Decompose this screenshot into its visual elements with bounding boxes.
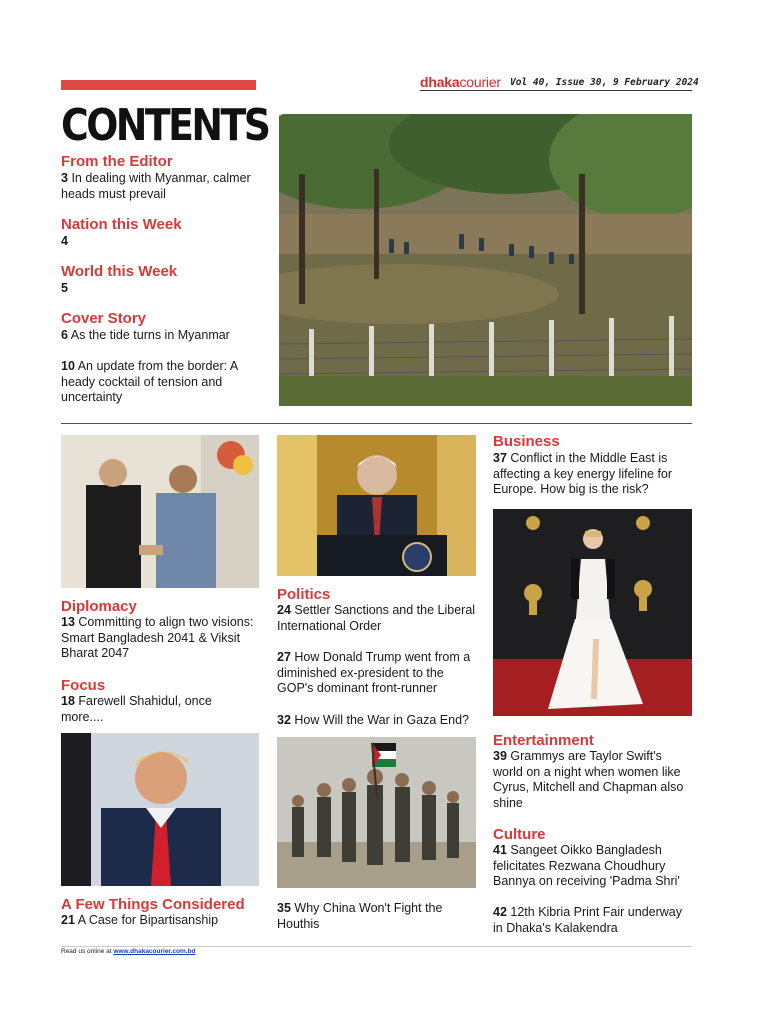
entry-few-things[interactable]: 21 A Case for Bipartisanship <box>61 913 219 927</box>
section-heading-nation[interactable]: Nation this Week <box>61 216 182 233</box>
footer-rule <box>61 946 692 947</box>
entry-editor[interactable]: 3 In dealing with Myanmar, calmer heads must prevail <box>61 171 251 201</box>
entry-nation[interactable]: 4 <box>61 234 68 248</box>
entry-culture-2[interactable]: 42 12th Kibria Print Fair underway in Dhaka's Kalakendra <box>493 905 682 935</box>
entry-politics-2[interactable]: 27 How Donald Trump went from a diminished ex-president to the GOP's dominant front-runner <box>277 650 471 695</box>
section-heading-few-things[interactable]: A Few Things Considered <box>61 896 245 913</box>
header-rule <box>420 90 692 91</box>
photo-houthis <box>277 737 476 888</box>
photo-trump <box>61 733 259 886</box>
issue-info: Vol 40, Issue 30, 9 February 2024 <box>510 77 699 88</box>
photo-diplomacy <box>61 435 259 588</box>
header-red-bar <box>61 80 256 90</box>
section-heading-world[interactable]: World this Week <box>61 263 178 280</box>
entry-cover-1[interactable]: 6 As the tide turns in Myanmar <box>61 328 230 342</box>
entry-diplomacy[interactable]: 13 Committing to align two visions: Smart Bangladesh 2041 & Viksit Bharat 2047 <box>61 615 254 660</box>
entry-politics-1[interactable]: 24 Settler Sanctions and the Liberal International Order <box>277 603 476 633</box>
entry-cover-2[interactable]: 10 An update from the border: A heady cocktail of tension and uncertainty <box>61 359 238 404</box>
footer: Read us online at www.dhakacourier.com.bd <box>61 948 196 955</box>
entry-culture-1[interactable]: 41 Sangeet Oikko Bangladesh felicitates Rezwana Choudhury Bannya on receiving 'Padma Shri' <box>493 843 680 888</box>
section-heading-cover[interactable]: Cover Story <box>61 310 147 327</box>
page-title: CONTENTS <box>61 100 269 151</box>
entry-china[interactable]: 35 Why China Won't Fight the Houthis <box>277 901 443 931</box>
photo-biden <box>277 435 476 576</box>
entry-world[interactable]: 5 <box>61 281 68 295</box>
section-heading-culture[interactable]: Culture <box>493 826 546 843</box>
photo-taylor-swift <box>493 509 692 716</box>
section-heading-editor[interactable]: From the Editor <box>61 153 173 170</box>
section-heading-entertainment[interactable]: Entertainment <box>493 732 594 749</box>
entry-politics-3[interactable]: 32 How Will the War in Gaza End? <box>277 713 469 727</box>
entry-business[interactable]: 37 Conflict in the Middle East is affecting a key energy lifeline for Europe. How big is the risk? <box>493 451 673 496</box>
cover-photo-border <box>279 114 692 406</box>
section-divider <box>61 423 692 424</box>
section-heading-focus[interactable]: Focus <box>61 677 106 694</box>
footer-link[interactable]: www.dhakacourier.com.bd <box>113 948 196 955</box>
entry-focus[interactable]: 18 Farewell Shahidul, once more.... <box>61 694 212 724</box>
brand-logo: dhakacourier <box>420 74 501 90</box>
section-heading-business[interactable]: Business <box>493 433 560 450</box>
entry-entertainment[interactable]: 39 Grammys are Taylor Swift's world on a night when women like Cyrus, Mitchell and Chapman also shine <box>493 749 684 810</box>
section-heading-politics[interactable]: Politics <box>277 586 331 603</box>
section-heading-diplomacy[interactable]: Diplomacy <box>61 598 137 615</box>
